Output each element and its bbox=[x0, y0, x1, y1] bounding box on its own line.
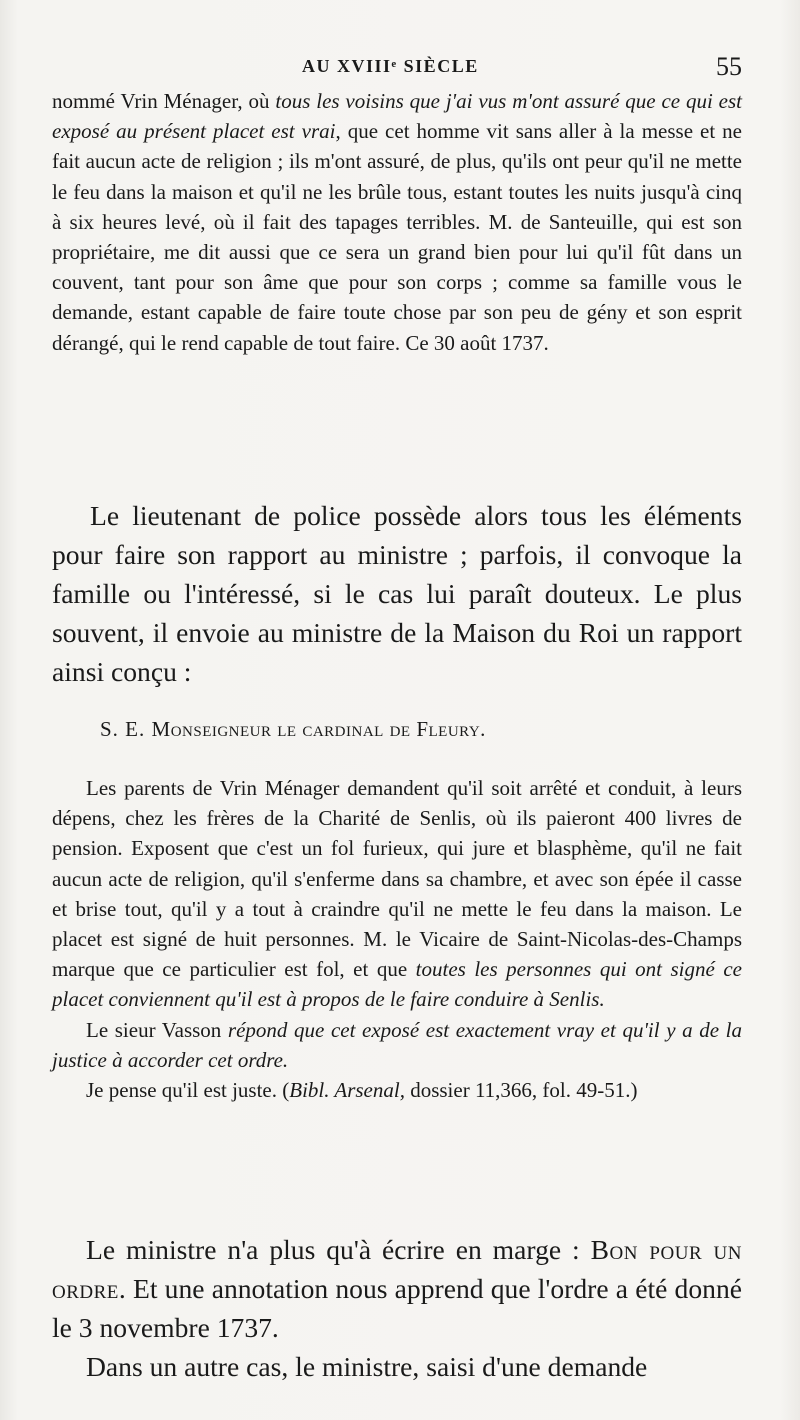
report-p3-end: dossier 11,366, fol. 49-51.) bbox=[404, 1078, 638, 1103]
closing-paragraphs bbox=[52, 1230, 742, 1386]
salutation-prefix: S. E. bbox=[100, 717, 152, 741]
page-number: 55 bbox=[716, 52, 742, 81]
quote-text-end: , que cet homme vit sans aller à la messe et ne fait aucun acte de religion ; ils m'ont assuré, de plus, qu'ils ont peur qu'il ne mette le feu dans la maison et qu'il ne les brûle tous, estant toutes les nuits jusqu'à cinq à six heures levé, où il fait des tapages terribles. M. de Santeuille, qui est son propriétaire, me dit aussi que ce sera un grand bien pour lui qu'il fût dans un couvent, tant pour son âme que pour son corps ; comme sa famille vous le demande, estant capable de faire toute chose par son peu de gény et son esprit dérangé, qui le rend capable de tout faire. Ce 30 août 1737. bbox=[52, 119, 743, 355]
report-paragraph-1 bbox=[52, 773, 742, 1015]
report-p3-italic: Bibl. Arsenal, bbox=[289, 1078, 405, 1103]
quoted-letter bbox=[52, 86, 742, 358]
salutation-line bbox=[52, 717, 742, 742]
body-p2-end: . Et une annotation nous apprend que l'ordre a été donné le 3 novembre 1737. bbox=[52, 1273, 742, 1343]
body-paragraph-3: Dans un autre cas, le ministre, saisi d'une demande bbox=[86, 1351, 648, 1382]
report-p1-italic: toutes les personnes qui ont signé ce placet conviennent qu'il est à propos de le faire conduire à Senlis. bbox=[52, 957, 742, 1012]
body-p2-smallcaps: Bon pour un ordre bbox=[52, 1234, 742, 1304]
salutation-title: Monseigneur le cardinal de Fleury. bbox=[151, 717, 486, 741]
running-title: AU XVIIIᵉ SIÈCLE bbox=[302, 56, 479, 76]
body-paragraph-1-text: Le lieutenant de police possède alors tous les éléments pour faire son rapport au ministre ; parfois, il convoque la famille ou l'intéressé, si le cas lui paraît douteux. Le plus souvent, il envoie au ministre de la Maison du Roi un rapport ainsi conçu : bbox=[52, 500, 742, 687]
page-header bbox=[52, 52, 742, 88]
report-p3-text: Je pense qu'il est juste. ( bbox=[86, 1078, 290, 1103]
body-paragraph-2 bbox=[52, 1230, 742, 1347]
police-report bbox=[52, 773, 742, 1105]
body-p2-start: Le ministre n'a plus qu'à écrire en marge : bbox=[86, 1234, 591, 1265]
report-paragraph-3 bbox=[52, 1075, 742, 1105]
quote-text-start: nommé Vrin Ménager, où bbox=[52, 89, 276, 113]
quoted-letter-text bbox=[52, 86, 742, 358]
quote-text-italic: tous les voisins que j'ai vus m'ont assuré que ce qui est exposé au présent placet est vrai bbox=[52, 89, 742, 144]
report-p2-text: Le sieur Vasson bbox=[86, 1017, 228, 1042]
report-paragraph-2 bbox=[52, 1015, 742, 1075]
report-p1-text: Les parents de Vrin Ménager demandent qu'il soit arrêté et conduit, à leurs dépens, chez les frères de la Charité de Senlis, où ils paieront 400 livres de pension. Exposent que c'est un fol furieux, qui jure et blasphème, qu'il ne fait aucun acte de religion, qu'il s'enferme dans sa chambre, et avec son épée il casse et brise tout, qu'il y a tout à craindre qu'il ne mette le feu dans la maison. Le placet est signé de huit personnes. M. le Vicaire de Saint-Nicolas-des-Champs marque que ce particulier est fol, et que bbox=[52, 776, 742, 982]
body-paragraph-1 bbox=[52, 496, 742, 691]
report-p2-italic: répond que cet exposé est exactement vray et qu'il y a de la justice à accorder cet ordre. bbox=[52, 1017, 743, 1072]
